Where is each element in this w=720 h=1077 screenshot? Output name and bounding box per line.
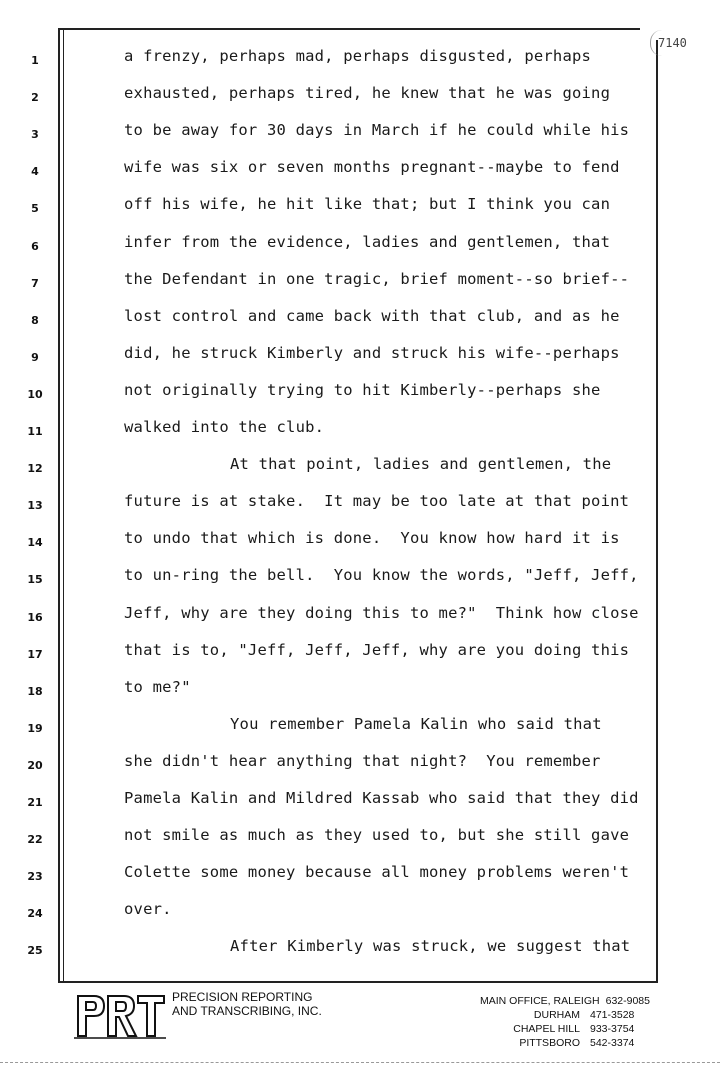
office-row <box>480 1036 650 1050</box>
office-name: CHAPEL HILL <box>513 1023 580 1035</box>
line-text: After Kimberly was struck, we suggest that <box>230 937 631 956</box>
line-text: not smile as much as they used to, but she still gave <box>124 826 630 845</box>
page-footer <box>60 986 700 1056</box>
transcript-line <box>0 44 656 81</box>
transcript-line <box>0 118 656 155</box>
line-text: Colette some money because all money problems weren't <box>124 863 630 882</box>
top-border <box>60 28 640 30</box>
line-text: she didn't hear anything that night? You remember <box>124 751 601 770</box>
line-number: 15 <box>27 573 43 587</box>
office-phone: 542-3374 <box>590 1037 635 1049</box>
line-text: walked into the club. <box>124 418 325 436</box>
office-name: PITTSBORO <box>519 1037 580 1049</box>
transcript-line <box>0 267 656 304</box>
line-number: 22 <box>27 833 43 847</box>
office-row <box>480 1022 650 1036</box>
office-phone: 632-9085 <box>605 995 650 1007</box>
line-number: 5 <box>31 202 39 216</box>
line-number: 7 <box>31 276 39 290</box>
line-text: lost control and came back with that club, and as he <box>124 306 620 325</box>
line-number: 14 <box>27 536 43 550</box>
transcript-line <box>0 526 656 563</box>
transcript-line <box>0 749 656 786</box>
transcript-line <box>0 81 656 118</box>
transcript-line <box>0 341 656 378</box>
company-line-2: AND TRANSCRIBING, INC. <box>172 1004 322 1018</box>
transcript-line <box>0 934 656 971</box>
line-text: a frenzy, perhaps mad, perhaps disgusted, perhaps <box>124 47 592 65</box>
company-logo <box>74 990 166 1040</box>
line-number: 18 <box>27 684 43 698</box>
company-name <box>172 990 322 1018</box>
right-margin-rule <box>656 40 658 981</box>
office-name: MAIN OFFICE, RALEIGH <box>480 995 600 1007</box>
line-text: At that point, ladies and gentlemen, the <box>230 455 612 474</box>
line-text: not originally trying to hit Kimberly--perhaps she <box>124 380 601 399</box>
transcript-line <box>0 415 656 452</box>
transcript-line <box>0 489 656 526</box>
line-text: to undo that which is done. You know how hard it is <box>124 529 620 548</box>
company-line-1: PRECISION REPORTING <box>172 990 313 1004</box>
line-number: 3 <box>31 128 39 142</box>
transcript-line <box>0 712 656 749</box>
line-number: 23 <box>27 870 43 884</box>
line-text: off his wife, he hit like that; but I think you can <box>124 195 611 214</box>
office-phone: 933-3754 <box>590 1023 635 1035</box>
line-number: 4 <box>31 165 39 179</box>
transcript-line <box>0 601 656 638</box>
line-number: 21 <box>27 796 43 809</box>
line-number: 13 <box>27 499 43 513</box>
line-number: 12 <box>27 462 43 476</box>
line-number: 6 <box>31 239 39 253</box>
line-number: 9 <box>31 350 39 364</box>
page-number: 7140 <box>658 36 687 50</box>
line-number: 8 <box>31 313 39 327</box>
line-number: 24 <box>27 907 43 921</box>
transcript-line <box>0 155 656 192</box>
line-number: 2 <box>31 91 39 105</box>
transcript-line <box>0 823 656 860</box>
line-text: to un-ring the bell. You know the words, "Jeff, Jeff, <box>124 566 639 585</box>
line-number: 16 <box>27 610 43 624</box>
footer-rule <box>0 1062 720 1063</box>
line-text: that is to, "Jeff, Jeff, Jeff, why are you doing this <box>124 640 630 659</box>
office-list <box>480 994 650 1050</box>
line-number: 19 <box>27 721 43 735</box>
line-number: 25 <box>27 944 43 958</box>
bottom-border <box>58 981 658 983</box>
line-number: 20 <box>27 758 43 772</box>
line-number: 10 <box>27 387 43 401</box>
line-text: wife was six or seven months pregnant--maybe to fend <box>124 158 620 177</box>
transcript-line <box>0 786 656 823</box>
line-text: future is at stake. It may be too late at that point <box>124 492 630 511</box>
transcript-line <box>0 675 656 712</box>
line-text: Pamela Kalin and Mildred Kassab who said that they did <box>124 789 639 807</box>
line-text: infer from the evidence, ladies and gentlemen, that <box>124 232 611 251</box>
office-row <box>480 1008 650 1022</box>
line-text: Jeff, why are they doing this to me?" Think how close <box>124 603 639 622</box>
transcript-line <box>0 304 656 341</box>
line-text: did, he struck Kimberly and struck his wife--perhaps <box>124 343 620 362</box>
transcript-line <box>0 563 656 600</box>
line-text: to me?" <box>124 677 191 696</box>
transcript-line <box>0 860 656 897</box>
transcript-line <box>0 378 656 415</box>
line-number: 1 <box>31 54 39 67</box>
line-text: You remember Pamela Kalin who said that <box>230 714 602 733</box>
line-text: to be away for 30 days in March if he could while his <box>124 121 630 140</box>
transcript-line <box>0 452 656 489</box>
transcript-line <box>0 192 656 229</box>
line-text: over. <box>124 900 172 919</box>
transcript-line <box>0 897 656 934</box>
line-number: 17 <box>27 647 43 661</box>
line-number: 11 <box>27 425 43 438</box>
office-row <box>480 994 650 1008</box>
transcript-line <box>0 638 656 675</box>
transcript-line <box>0 230 656 267</box>
line-text: the Defendant in one tragic, brief moment--so brief-- <box>124 269 630 288</box>
office-name: DURHAM <box>533 1009 580 1021</box>
office-phone: 471-3528 <box>590 1009 635 1021</box>
line-text: exhausted, perhaps tired, he knew that he was going <box>124 84 611 103</box>
